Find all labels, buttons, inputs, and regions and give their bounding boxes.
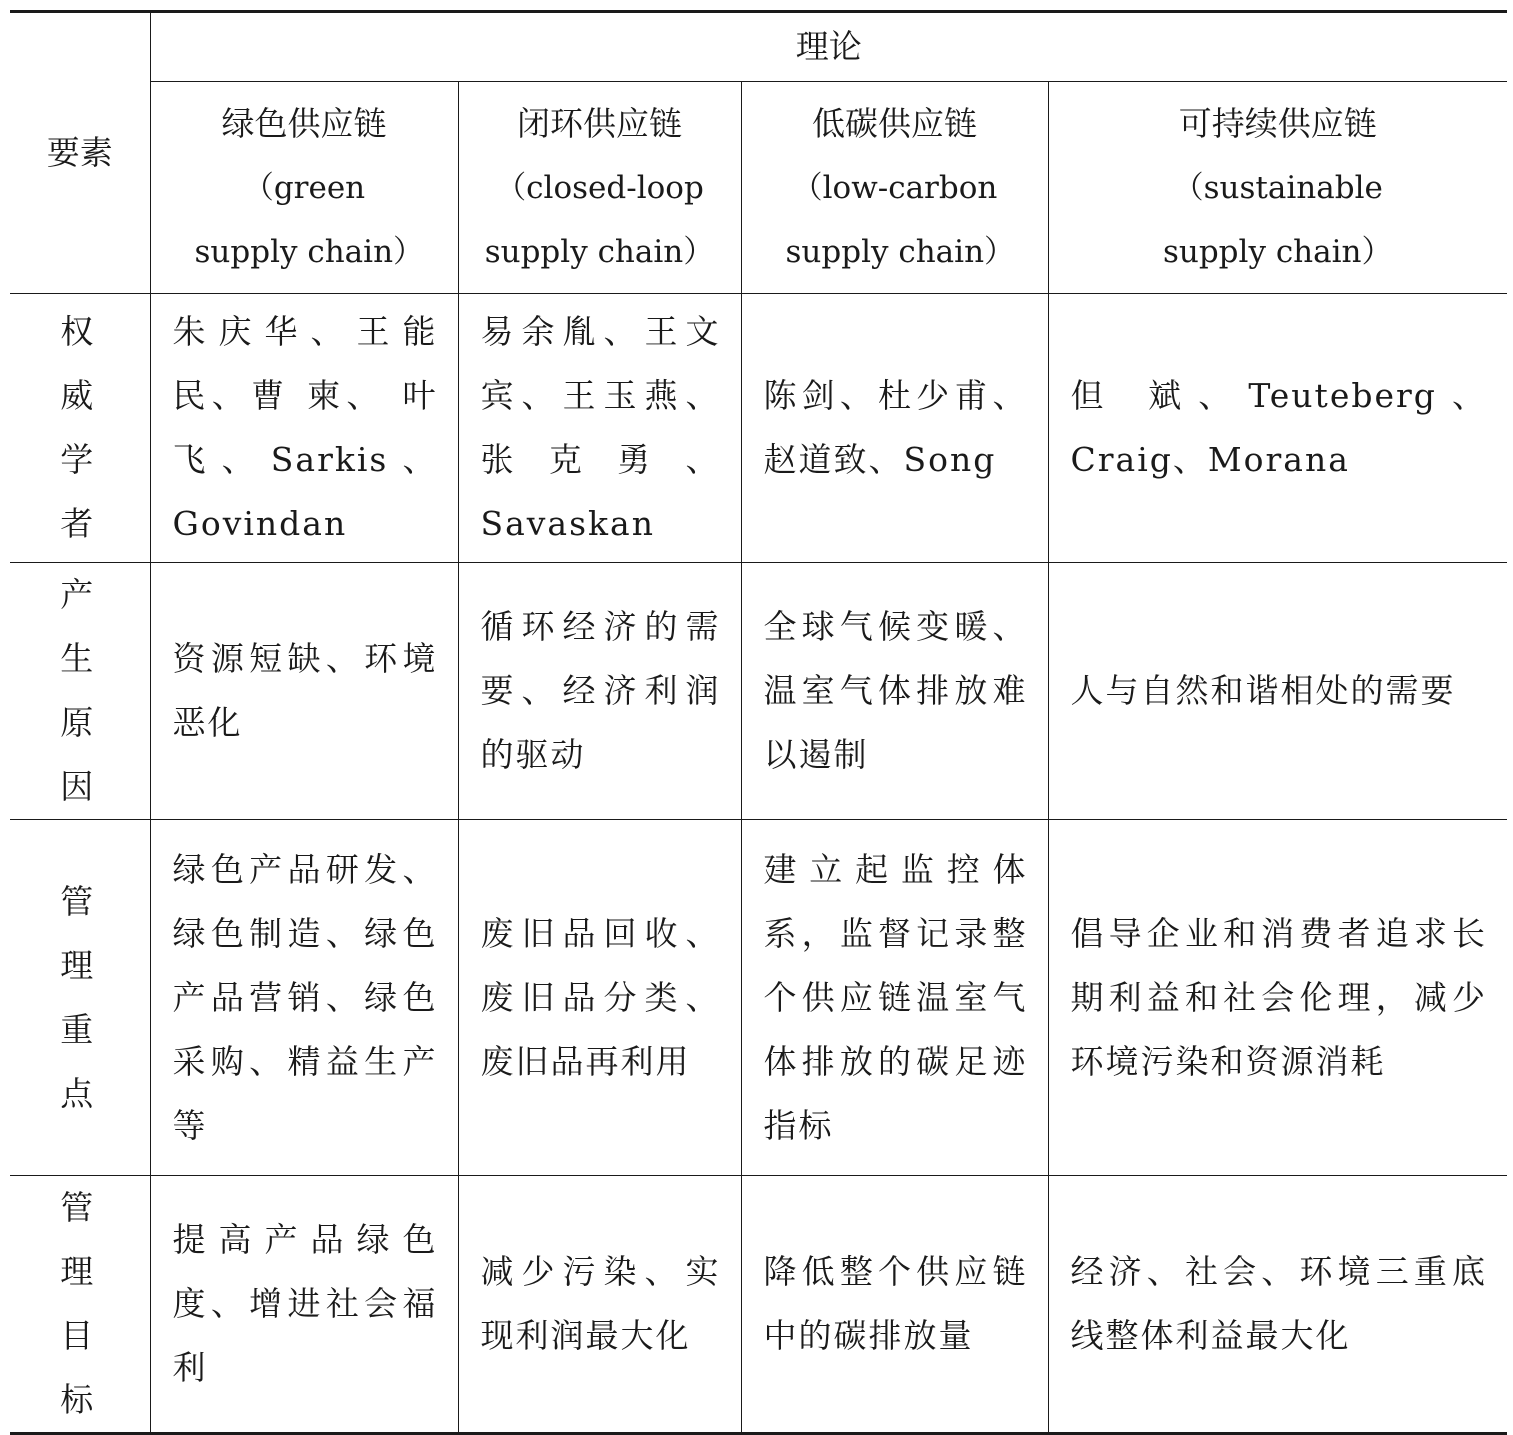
- table-cell: 提高产品绿色度、增进社会福利: [150, 1176, 458, 1434]
- table-cell: 建立起监控体系，监督记录整个供应链温室气体排放的碳足迹指标: [741, 820, 1048, 1176]
- column-header-closed-loop: [458, 82, 741, 294]
- table-cell: 降低整个供应链中的碳排放量: [741, 1176, 1048, 1434]
- table-cell: 减少污染、实现利润最大化: [458, 1176, 741, 1434]
- table-row: [10, 820, 1507, 1176]
- column-english: （low-carbon supply chain）: [785, 169, 1016, 270]
- table-row: [10, 1176, 1507, 1434]
- corner-label: 要素: [10, 12, 150, 294]
- table-cell: 经济、社会、环境三重底线整体利益最大化: [1048, 1176, 1507, 1434]
- table-cell: 绿色产品研发、绿色制造、绿色产品营销、绿色采购、精益生产等: [150, 820, 458, 1176]
- table-row: [10, 294, 1507, 563]
- table-cell: 循环经济的需要、经济利润的驱动: [458, 563, 741, 820]
- column-name: 可持续供应链: [1178, 103, 1377, 143]
- row-label: 权威学者: [10, 294, 150, 563]
- column-header-low-carbon: [741, 82, 1048, 294]
- table-cell: 资源短缺、环境恶化: [150, 563, 458, 820]
- row-label: 管理重点: [10, 820, 150, 1176]
- table-cell: 陈剑、杜少甫、赵道致、Song: [741, 294, 1048, 563]
- column-header-sustainable: [1048, 82, 1507, 294]
- table-cell: 倡导企业和消费者追求长期利益和社会伦理，减少环境污染和资源消耗: [1048, 820, 1507, 1176]
- table-row: [10, 563, 1507, 820]
- column-name: 绿色供应链: [221, 103, 387, 143]
- table-cell: 全球气候变暖、温室气体排放难以遏制: [741, 563, 1048, 820]
- column-name: 低碳供应链: [812, 103, 977, 143]
- row-label: 管理目标: [10, 1176, 150, 1434]
- column-header-green: [150, 82, 458, 294]
- column-name: 闭环供应链: [517, 103, 682, 143]
- column-english: （closed-loop supply chain）: [484, 169, 715, 270]
- column-english: （sustainable supply chain）: [1162, 169, 1393, 270]
- table-cell: 易余胤、王文宾、王玉燕、张克勇、Savaskan: [458, 294, 741, 563]
- group-header-theory: 理论: [150, 12, 1507, 82]
- table-cell: 废旧品回收、废旧品分类、废旧品再利用: [458, 820, 741, 1176]
- theory-comparison-table: [10, 10, 1507, 1435]
- table-cell: 但 斌、Teuteberg、Craig、Morana: [1048, 294, 1507, 563]
- table-cell: 人与自然和谐相处的需要: [1048, 563, 1507, 820]
- table-cell: 朱庆华、王能民、曹 柬、 叶 飞、Sarkis、Govindan: [150, 294, 458, 563]
- row-label: 产生原因: [10, 563, 150, 820]
- column-english: （green supply chain）: [194, 169, 425, 270]
